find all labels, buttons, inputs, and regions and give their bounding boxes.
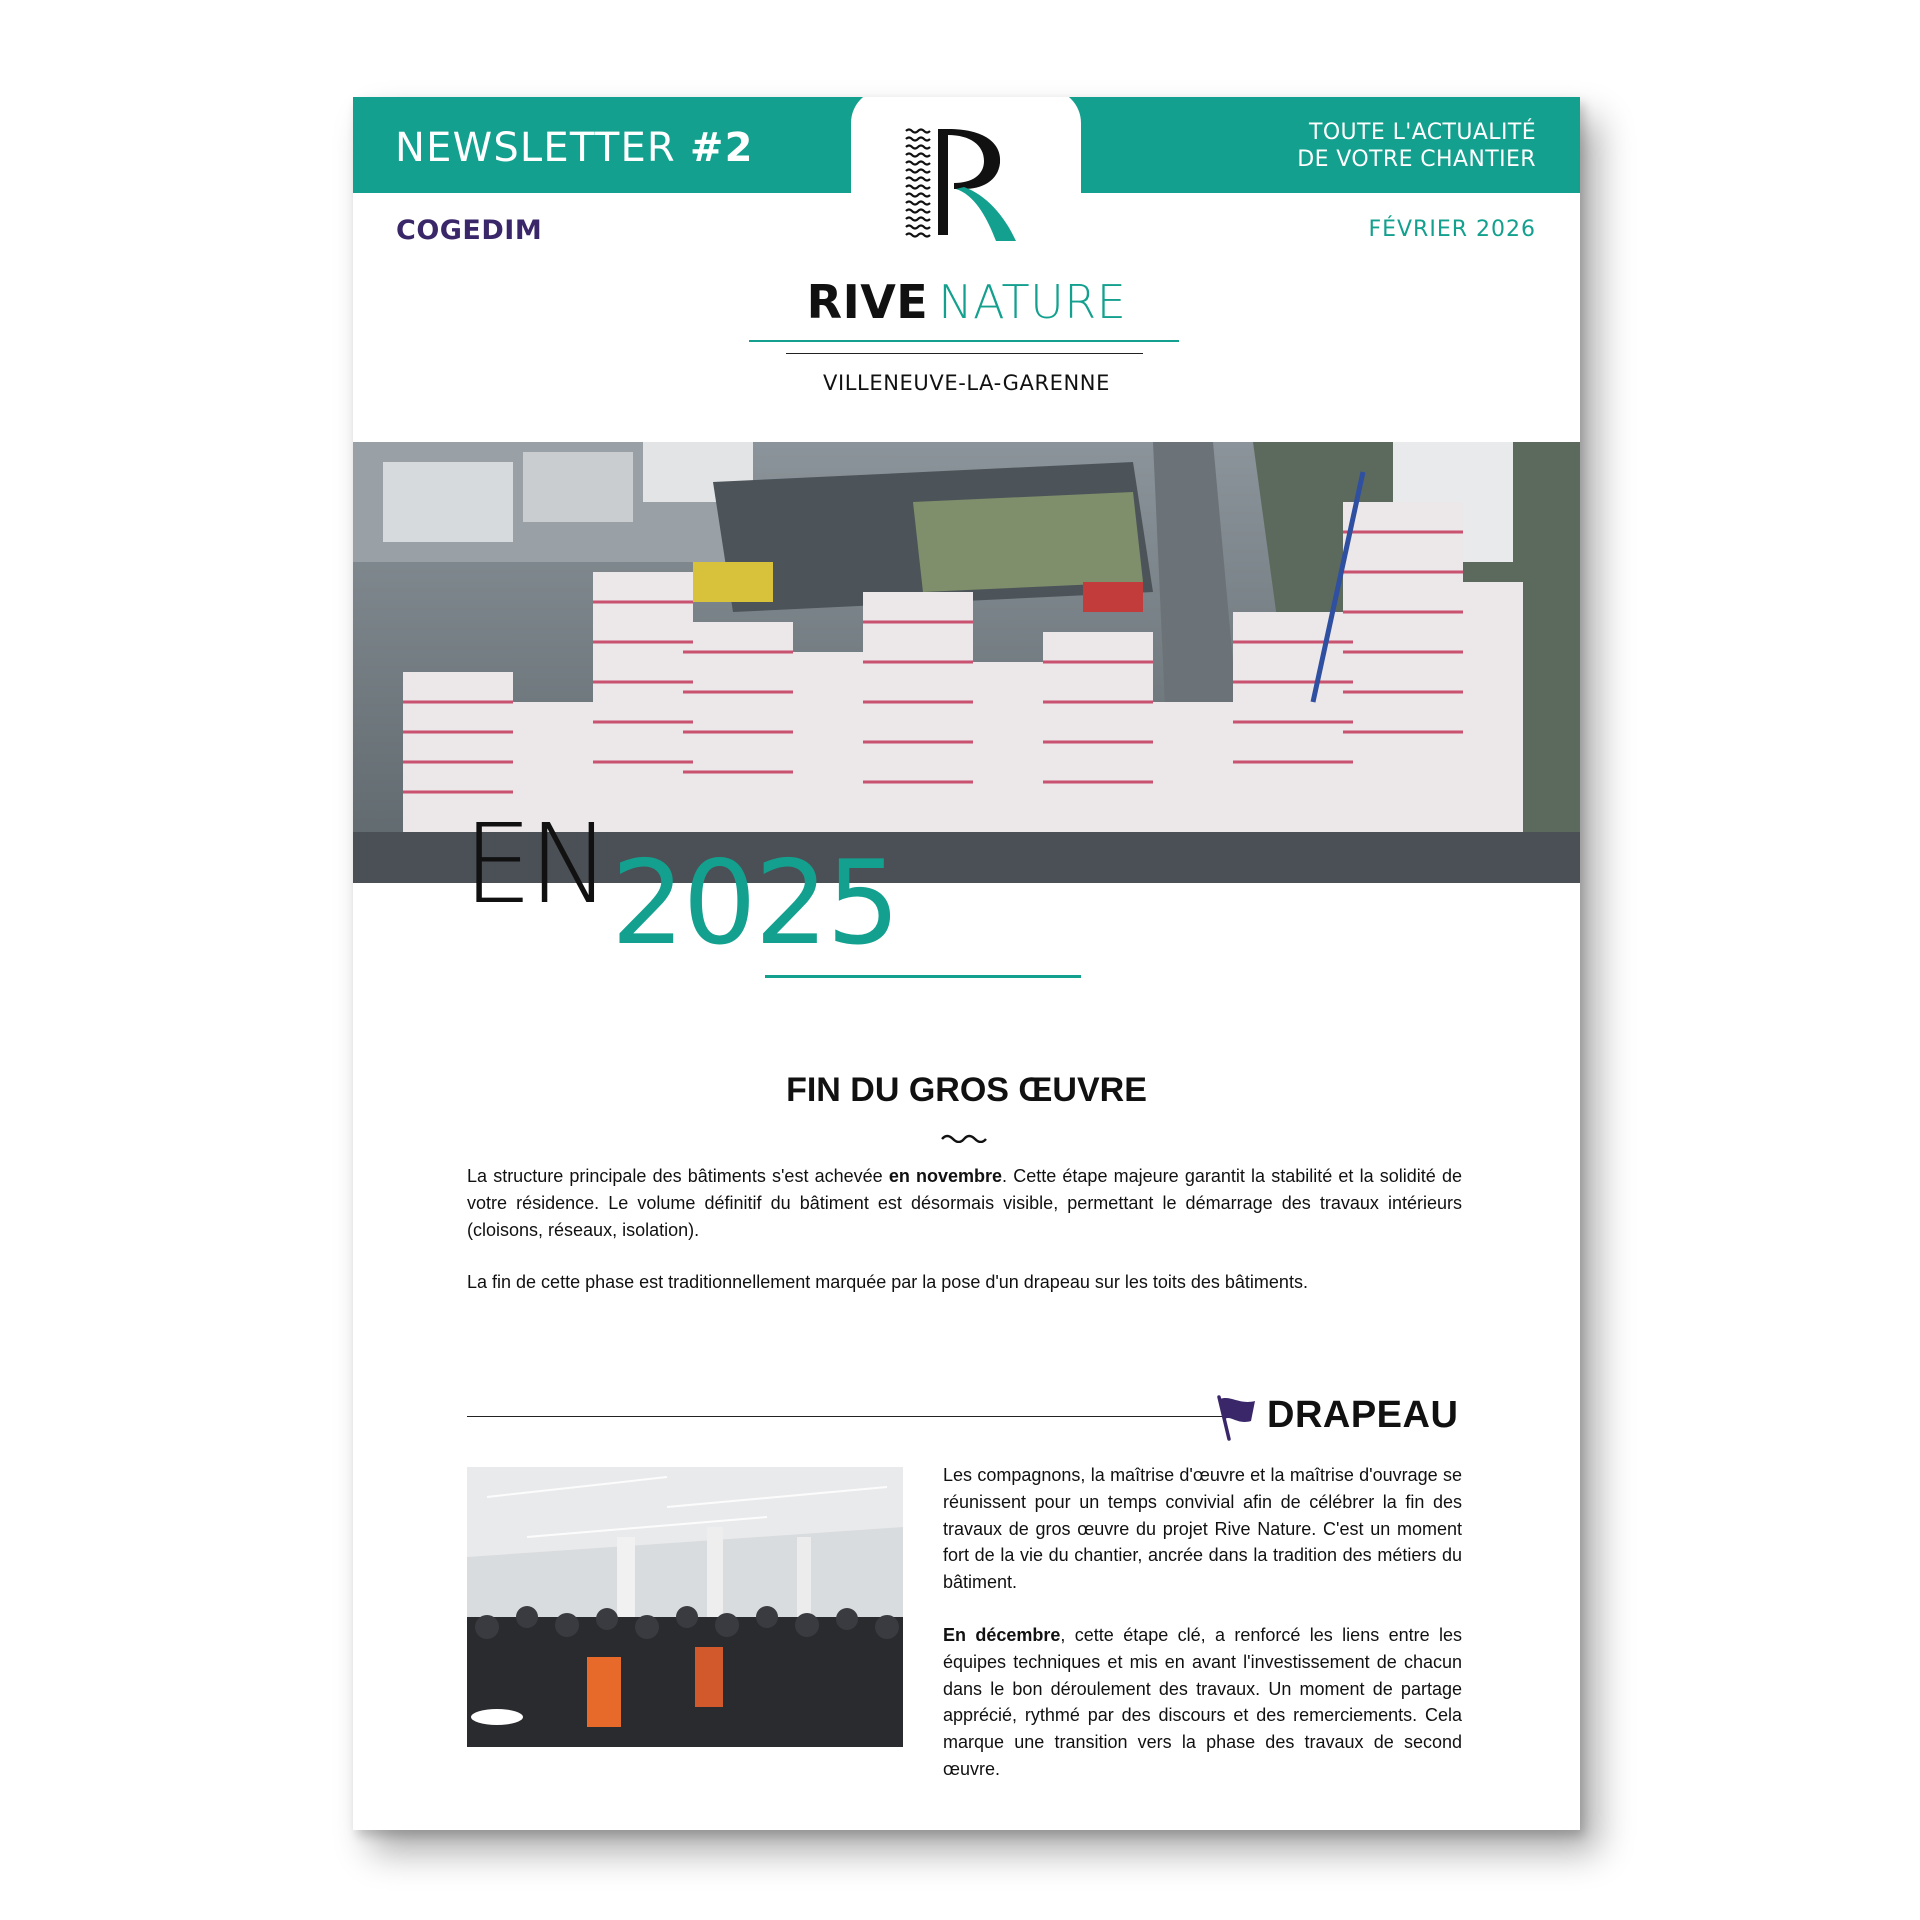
p1-text-bold: en novembre [888, 1166, 1003, 1186]
tagline-line1: TOUTE L'ACTUALITÉ [1309, 120, 1536, 145]
tagline [1297, 119, 1536, 173]
drapeau-rule [467, 1416, 1229, 1417]
newsletter-title [395, 125, 754, 171]
tagline-line2: DE VOTRE CHANTIER [1297, 147, 1536, 172]
drapeau-paragraph2 [943, 1622, 1462, 1783]
p1-text-after: . Cette étape majeure garantit la stabilité et la solidité de votre résidence. Le volume définitif du bâtiment est désormais visible, permettant le démarrage des travaux intérieurs (cloisons, réseaux, isolation). [467, 1166, 1462, 1240]
section-title-gros-oeuvre: FIN DU GROS ŒUVRE [786, 1071, 1147, 1109]
logo-wordmark [353, 275, 1580, 329]
section-title-drapeau: DRAPEAU [1267, 1394, 1459, 1436]
brand-logo-text: COGEDIM [396, 215, 543, 246]
section1-paragraph2: La fin de cette phase est traditionnellement marquée par la pose d'un drapeau sur les toits des bâtiments. [467, 1272, 1308, 1292]
logo-word-rive: RIVE [806, 275, 929, 329]
newsletter-label: NEWSLETTER [395, 125, 676, 171]
ceremony-photo [467, 1467, 903, 1747]
newsletter-page [353, 97, 1580, 1830]
logo-r-icon [904, 125, 1024, 245]
newsletter-number: #2 [689, 125, 754, 171]
section1-paragraph1 [467, 1163, 1462, 1243]
issue-date: FÉVRIER 2026 [1368, 217, 1536, 242]
wave-icon [941, 1133, 987, 1143]
p1-text-before: La structure principale des bâtiments s'est achevée [467, 1166, 889, 1186]
year-prefix: EN [463, 800, 607, 928]
logo-word-nature: NATURE [938, 275, 1127, 329]
p2-text-after: , cette étape clé, a renforcé les liens entre les équipes techniques et mis en avant l'investissement de chacun dans le bon déroulement des travaux. Un moment de partage apprécié, rythmé par des discours et des remerciements. Cela marque une transition vers la phase des travaux de second œuvre. [943, 1625, 1462, 1779]
p2-text-bold: En décembre [943, 1625, 1061, 1645]
drapeau-paragraph1-block [943, 1462, 1462, 1596]
flag-icon [1211, 1393, 1261, 1443]
year-number: 2025 [611, 836, 899, 971]
drapeau-paragraph2-block [943, 1622, 1462, 1783]
logo-rule-black [786, 353, 1143, 354]
logo-rule-teal [749, 340, 1179, 342]
year-underline [765, 975, 1081, 978]
city-name: VILLENEUVE-LA-GARENNE [822, 371, 1110, 395]
drapeau-paragraph1: Les compagnons, la maîtrise d'œuvre et la maîtrise d'ouvrage se réunissent pour un temps convivial afin de célébrer la fin des travaux de gros œuvre du projet Rive Nature. C'est un moment fort de la vie du chantier, ancrée dans la tradition des métiers du bâtiment. [943, 1465, 1462, 1593]
